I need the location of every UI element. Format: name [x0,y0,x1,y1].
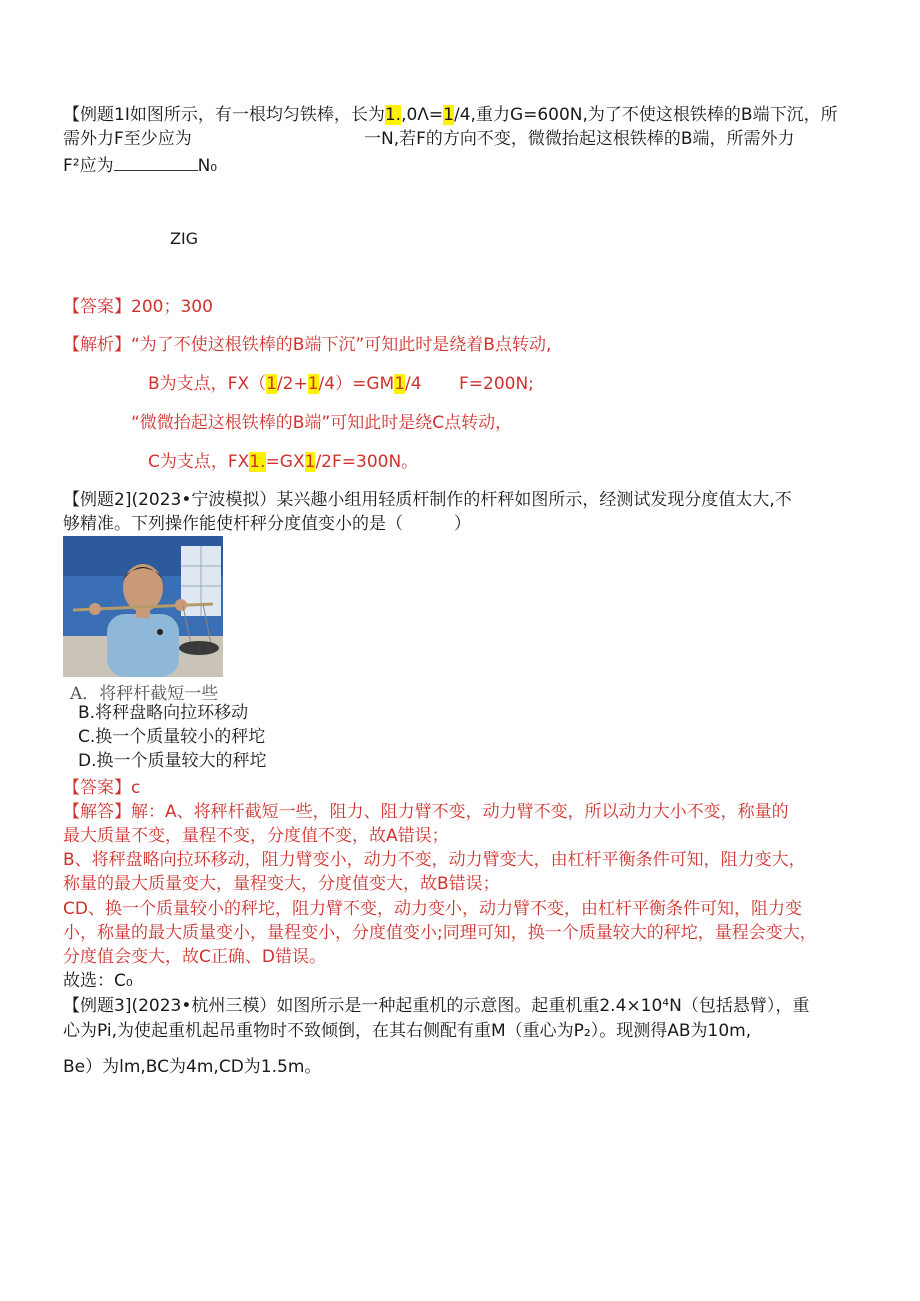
example3-line3: Be）为lm,BC为4m,CD为1.5m。 [63,1057,322,1077]
example1-analysis-3: “微微抬起这根铁棒的B端”可知此时是绕C点转动， [131,413,513,433]
example2-solution-2: 最大质量不变，量程不变，分度值不变，故A错误； [63,826,449,846]
option-c: C.换一个质量较小的秤坨 [78,727,266,747]
example2-answer: 【答案】c [63,778,141,798]
example2-solution-5: CD、换一个质量较小的秤坨，阻力臂不变，动力变小，动力臂不变，由杠杆平衡条件可知，阻力变 [63,899,802,919]
photo-illustration [63,536,223,677]
option-b: B.将秤盘略向拉环移动 [78,703,249,723]
example2-line2: 够精准。下列操作能使杆秤分度值变小的是（ ） [63,514,471,534]
example2-line1: 【例题2](2023•宁波模拟）某兴趣小组用轻质杆制作的杆秤如图所示，经测试发现分度值太大,不 [63,490,792,510]
example2-choice: 故选：C₀ [63,971,133,991]
example3-line2: 心为Pi,为使起重机起吊重物时不致倾倒，在其右侧配有重M（重心为P₂）。现测得AB为10m, [63,1021,752,1041]
example1-analysis-2: B为支点，FX（1/2+1/4）=GM1/4 [148,374,422,394]
steelyard-photo [63,536,223,677]
option-a: A．将秤杆截短一些 [70,684,219,704]
answer-blank [114,156,198,171]
example2-solution-7: 分度值会变大，故C正确、D错误。 [63,947,326,967]
example1-line2-a: 需外力F至少应为 [63,129,192,149]
example2-solution-1: 【解答】解：A、将秤杆截短一些，阻力、阻力臂不变，动力臂不变，所以动力大小不变，称量的 [63,802,789,822]
example1-answer: 【答案】200；300 [63,297,213,317]
example1-line1: 【例题1I如图所示，有一根均匀铁棒，长为1.,0Λ=1/4,重力G=600N,为了不使这根铁棒的B端下沉，所 [63,105,838,125]
example2-solution-6: 小，称量的最大质量变小，量程变小，分度值变小;同理可知，换一个质量较大的秤坨，量程会变大， [63,923,817,943]
example3-line1: 【例题3](2023•杭州三模）如图所示是一种起重机的示意图。起重机重2.4×10⁴N（包括悬臂），重 [63,996,810,1016]
option-d: D.换一个质量较大的秤坨 [78,751,267,771]
example1-line3: F²应为 N₀ [63,156,218,176]
example1-analysis-4: C为支点，FX1.=GX1/2F=300N。 [148,452,419,472]
example1-analysis-1: 【解析】“为了不使这根铁棒的B端下沉”可知此时是绕着B点转动, [63,335,552,355]
example2-solution-3: B、将秤盘略向拉环移动，阻力臂变小，动力不变，动力臂变大，由杠杆平衡条件可知，阻力变大， [63,850,806,870]
example2-solution-4: 称量的最大质量变大，量程变大，分度值变大，故B错误； [63,874,500,894]
figure-label: ZIG [170,229,199,248]
example1-analysis-2-result: F=200N; [459,374,534,394]
example1-line2-b: 一N,若F的方向不变，微微抬起这根铁棒的B端，所需外力 [364,129,795,149]
